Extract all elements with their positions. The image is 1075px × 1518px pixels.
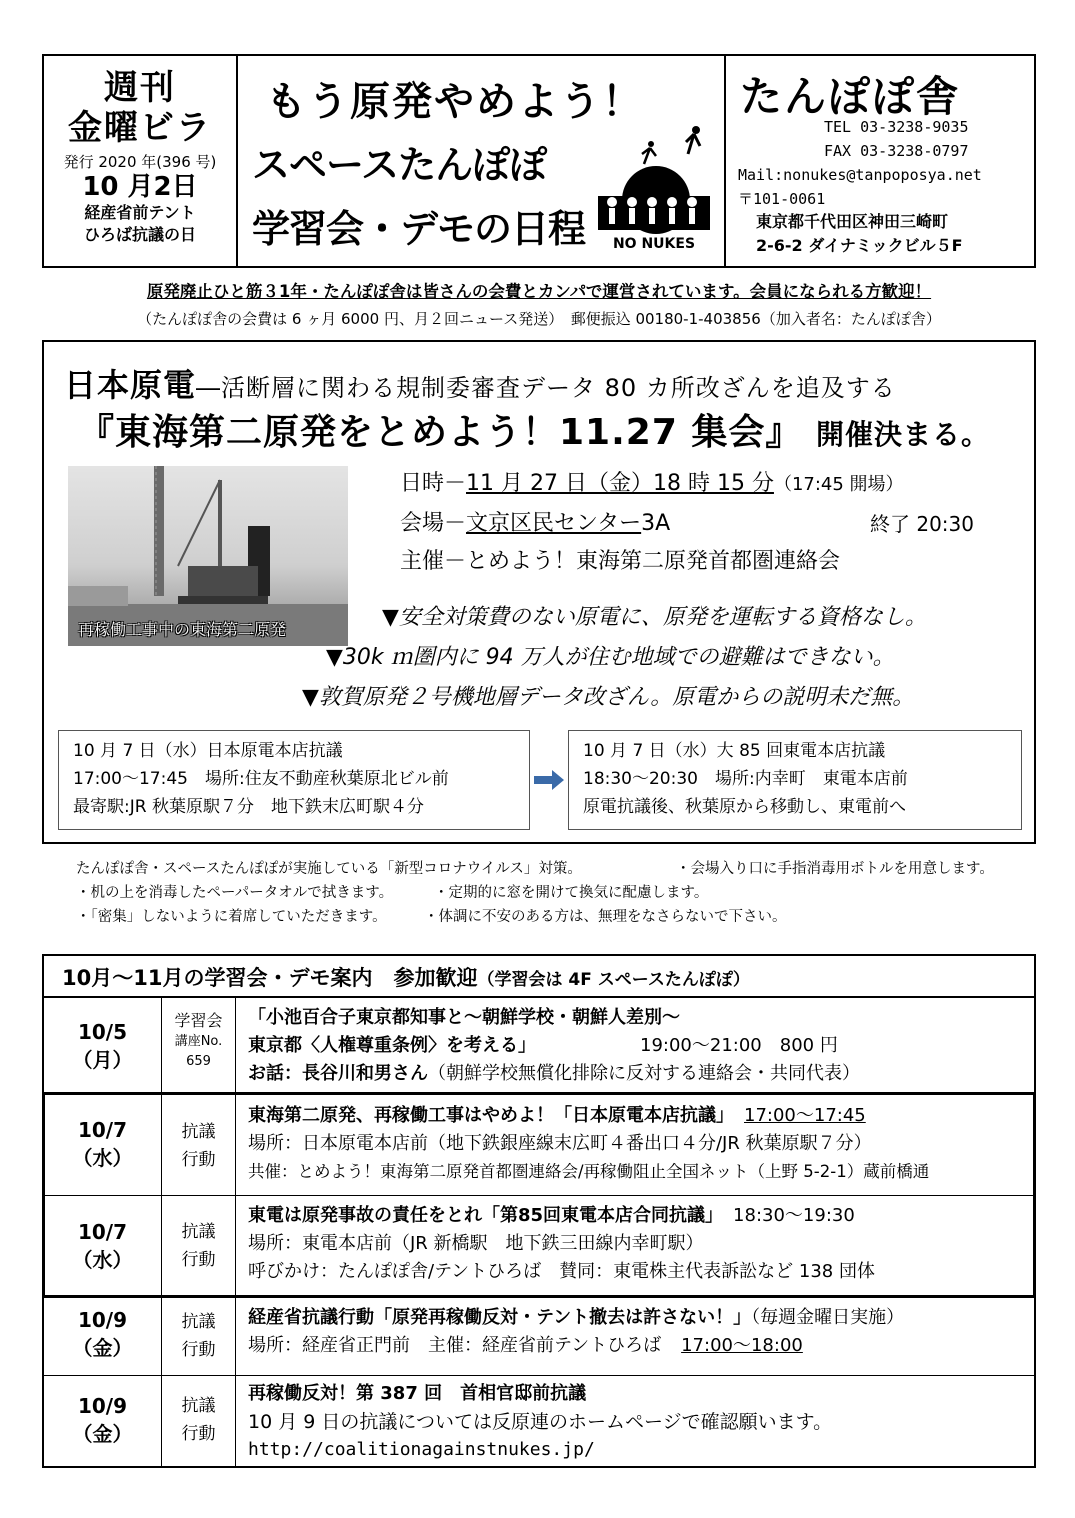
postal-code: 〒101-0061 bbox=[738, 190, 826, 208]
details-line-1: 東海第二原発、再稼働工事はやめよ！「日本原電本店抗議」 bbox=[248, 1105, 734, 1126]
issue-note-2: ひろば抗議の日 bbox=[83, 225, 196, 244]
details-line-1: 東電は原発事故の責任をとれ「第85回東電本店合同抗議」 bbox=[248, 1205, 724, 1226]
slogan-3: ▼敦賀原発２号機地層データ改ざん。原電からの説明未だ無。 bbox=[302, 685, 915, 710]
box2-line-1: 10 月 7 日（水）大 85 回東電本店抗議 bbox=[583, 741, 886, 761]
friday-flyer-label: 金曜ビラ bbox=[68, 108, 212, 148]
row-type bbox=[162, 998, 236, 1093]
details-line-1: 再稼働反対！第 387 回 首相官邸前抗議 bbox=[248, 1383, 587, 1404]
row-date bbox=[44, 1094, 162, 1195]
corona-line-3b: ・体調に不安のある方は、無理をなさらないで下さい。 bbox=[424, 909, 787, 925]
box1-line-1: 10 月 7 日（水）日本原電本店抗議 bbox=[73, 741, 343, 761]
membership-notice: 原発廃止ひと筋３1年・たんぽぽ舎は皆さんの会費とカンパで運営されています。会員になられる方歓迎！ bbox=[146, 282, 932, 301]
flyer-title-block bbox=[238, 56, 726, 266]
details-line-3: 共催：とめよう！東海第二原発首都圏連絡会/再稼働阻止全国ネット（上野 5-2-1）蔵前橋通 bbox=[248, 1162, 930, 1181]
details-speaker: お話：長谷川和男さん bbox=[248, 1063, 428, 1084]
corona-line-2a: ・机の上を消毒したペーパータオルで拭きます。 bbox=[76, 885, 394, 901]
row-type bbox=[162, 1094, 236, 1195]
event-headline-text: ―活断層に関わる規制委審査データ 80 カ所改ざんを追及する bbox=[196, 374, 896, 402]
event-title-line bbox=[78, 404, 990, 455]
details-line-2: 場所：東電本店前（JR 新橋駅 地下鉄三田線内幸町駅） bbox=[248, 1233, 704, 1254]
nihon-genden-protest-box bbox=[58, 730, 530, 830]
type-text: 抗議 bbox=[181, 1312, 216, 1332]
row-details bbox=[236, 1196, 1034, 1295]
box2-line-3: 原電抗議後、秋葉原から移動し、東電前へ bbox=[583, 797, 906, 817]
details-time: 17:00～17:45 bbox=[744, 1105, 866, 1126]
slogan-1: ▼安全対策費のない原電に、原発を運転する資格なし。 bbox=[382, 605, 927, 630]
details-time-fee: 19:00～21:00 800 円 bbox=[640, 1035, 838, 1056]
weekly-label: 週刊 bbox=[104, 68, 176, 108]
details-line-2: 10 月 9 日の抗議については反原連のホームページで確認願います。 bbox=[248, 1411, 833, 1433]
logo-text: NO NUKES bbox=[612, 236, 696, 252]
box2-line-2: 18:30～20:30 場所:内幸町 東電本店前 bbox=[583, 769, 908, 789]
type-sub: 行動 bbox=[181, 1424, 216, 1444]
plant-photo bbox=[68, 466, 348, 646]
type-sub: 行動 bbox=[181, 1150, 216, 1170]
schedule-title bbox=[44, 956, 1034, 998]
row-type bbox=[162, 1296, 236, 1375]
venue-value: 文京区民センター bbox=[466, 511, 642, 536]
date-open: （17:45 開場） bbox=[773, 474, 904, 495]
date-text: 10/7 bbox=[77, 1118, 128, 1142]
event-venue bbox=[400, 506, 670, 537]
details-time: 17:00～18:00 bbox=[681, 1335, 803, 1356]
end-time: 終了 20:30 bbox=[870, 512, 974, 536]
row-date bbox=[44, 1196, 162, 1295]
day-text: （金） bbox=[72, 1422, 133, 1446]
date-value: 11 月 27 日（金）18 時 15 分 bbox=[466, 471, 774, 496]
row-details bbox=[236, 1376, 1034, 1466]
event-organizer: 主催－とめよう！東海第二原発首都圏連絡会 bbox=[400, 549, 841, 574]
slogan-2: ▼30k ｍ圏内に 94 万人が住む地域での避難はできない。 bbox=[326, 645, 895, 670]
flyer-subtitle-2: 学習会・デモの日程 bbox=[252, 207, 586, 251]
schedule-title-note: （学習会は 4F スペースたんぽぽ） bbox=[477, 970, 750, 990]
date-text: 10/9 bbox=[77, 1394, 128, 1418]
corona-line-3a: ・「密集」しないように着席していただきます。 bbox=[76, 909, 387, 925]
issue-info bbox=[44, 56, 238, 266]
issue-date: 10 月2日 bbox=[82, 172, 198, 202]
day-text: （水） bbox=[72, 1146, 133, 1170]
type-text: 学習会 bbox=[174, 1011, 223, 1030]
fax-number: FAX 03-3238-0797 bbox=[824, 142, 969, 160]
lecture-number: 659 bbox=[186, 1054, 211, 1069]
corona-line-2b: ・定期的に窓を開けて換気に配慮します。 bbox=[434, 885, 709, 901]
header-box bbox=[42, 54, 1036, 268]
corona-line-1a: たんぽぽ舎・スペースたんぽぽが実施している「新型コロナウイルス」対策。 bbox=[76, 861, 582, 877]
row-date bbox=[44, 998, 162, 1093]
event-title: 『東海第二原発をとめよう！11.27 集会』 bbox=[78, 412, 803, 453]
row-date bbox=[44, 1376, 162, 1466]
day-text: （水） bbox=[72, 1248, 133, 1272]
org-name: たんぽぽ舎 bbox=[740, 72, 961, 121]
details-frequency: （毎週金曜日実施） bbox=[751, 1307, 905, 1328]
event-headline bbox=[64, 360, 896, 406]
details-line-3: 呼びかけ：たんぽぽ舎/テントひろば 賛同：東電株主代表訴訟など 138 団体 bbox=[248, 1261, 875, 1282]
issue-number: 発行 2020 年(396 号) bbox=[63, 153, 217, 171]
details-line-2: 場所：日本原電本店前（地下鉄銀座線末広町４番出口４分/JR 秋葉原駅７分） bbox=[248, 1133, 872, 1154]
details-speaker-affiliation: （朝鮮学校無償化排除に反対する連絡会・共同代表） bbox=[428, 1063, 860, 1084]
schedule-row bbox=[44, 1376, 1034, 1466]
type-sub: 行動 bbox=[181, 1340, 216, 1360]
event-date bbox=[400, 466, 904, 497]
details-line-2: 場所：経産省正門前 主催：経産省前テントひろば bbox=[248, 1335, 662, 1356]
type-text: 抗議 bbox=[181, 1122, 216, 1142]
row-details bbox=[236, 1296, 1034, 1375]
membership-fee-info: （たんぽぽ舎の会費は 6 ヶ月 6000 円、月２回ニュース発送） 郵便振込 00180-1-403856（加入者名：たんぽぽ舎） bbox=[137, 310, 941, 328]
date-text: 10/7 bbox=[77, 1220, 128, 1244]
website-link[interactable]: http://coalitionagainstnukes.jp/ bbox=[248, 1439, 595, 1460]
details-line-1: 「小池百合子東京都知事と～朝鮮学校・朝鮮人差別～ bbox=[248, 1007, 680, 1028]
schedule-row bbox=[44, 1196, 1034, 1296]
flyer-subtitle-1: スペースたんぽぽ bbox=[252, 143, 547, 187]
schedule-row bbox=[44, 1296, 1034, 1376]
box1-line-2: 17:00～17:45 場所:住友不動産秋葉原北ビル前 bbox=[73, 769, 449, 789]
box1-line-3: 最寄駅:JR 秋葉原駅７分 地下鉄末広町駅４分 bbox=[73, 797, 424, 817]
day-text: （金） bbox=[72, 1336, 133, 1360]
event-title-suffix: 開催決まる。 bbox=[815, 418, 990, 451]
no-nukes-logo-icon bbox=[584, 124, 720, 260]
details-time: 18:30～19:30 bbox=[733, 1205, 855, 1226]
type-text: 抗議 bbox=[181, 1222, 216, 1242]
arrow-right-icon bbox=[534, 770, 564, 790]
venue-label: 会場－ bbox=[400, 511, 467, 536]
row-details bbox=[236, 998, 1034, 1093]
event-org: 日本原電 bbox=[64, 366, 197, 404]
schedule-row bbox=[44, 1094, 1034, 1196]
row-details bbox=[236, 1094, 1034, 1195]
corona-line-1b: ・会場入り口に手指消毒用ボトルを用意します。 bbox=[676, 861, 994, 877]
day-text: （月） bbox=[72, 1048, 133, 1072]
details-line-1: 経産省抗議行動「原発再稼働反対・テント撤去は許さない！」 bbox=[248, 1307, 752, 1328]
address-line-1: 東京都千代田区神田三崎町 bbox=[756, 212, 949, 231]
contact-block bbox=[726, 56, 1034, 266]
row-type bbox=[162, 1196, 236, 1295]
date-text: 10/9 bbox=[77, 1308, 128, 1332]
details-line-2: 東京都〈人権尊重条例〉を考える」 bbox=[248, 1035, 536, 1056]
row-type bbox=[162, 1376, 236, 1466]
flyer-title: もう原発やめよう！ bbox=[266, 79, 644, 125]
date-label: 日時－ bbox=[400, 471, 467, 496]
type-text: 抗議 bbox=[181, 1396, 216, 1416]
event-announcement bbox=[42, 340, 1036, 844]
tel-number: TEL 03-3238-9035 bbox=[824, 118, 969, 136]
photo-caption: 再稼働工事中の東海第二原発 bbox=[78, 620, 287, 639]
schedule-table bbox=[42, 954, 1036, 1468]
schedule-row bbox=[44, 998, 1034, 1094]
date-text: 10/5 bbox=[77, 1020, 128, 1044]
tepco-protest-box bbox=[568, 730, 1022, 830]
type-sub: 講座No. bbox=[174, 1034, 223, 1049]
address-line-2: 2-6-2 ダイナミックビル５F bbox=[756, 236, 963, 255]
venue-room: 3A bbox=[641, 511, 671, 536]
issue-note-1: 経産省前テント bbox=[84, 203, 196, 222]
type-sub: 行動 bbox=[181, 1250, 216, 1270]
schedule-title-text: 10月～11月の学習会・デモ案内 参加歓迎 bbox=[62, 966, 478, 990]
row-date bbox=[44, 1296, 162, 1375]
email-address[interactable]: Mail:nonukes@tanpoposya.net bbox=[738, 166, 982, 184]
